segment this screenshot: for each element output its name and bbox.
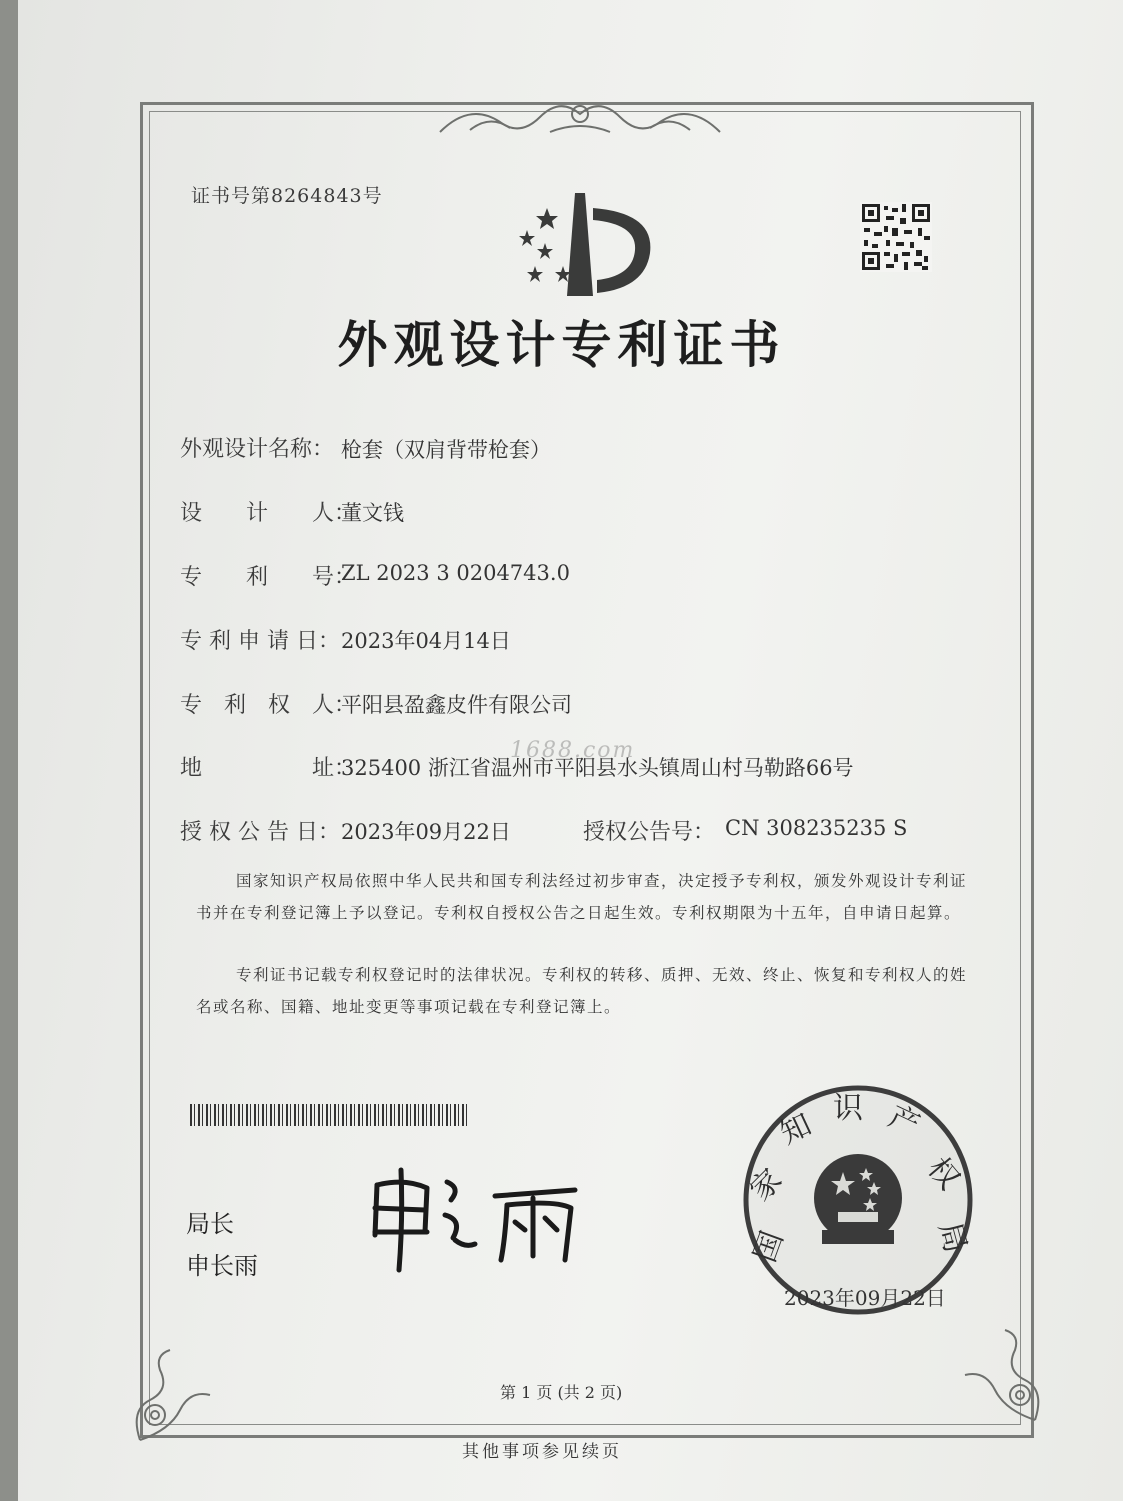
field-value-announcement-number: CN 308235235 S — [725, 816, 908, 840]
certificate-title: 外观设计专利证书 — [337, 316, 786, 374]
svg-text:权: 权 — [920, 1151, 967, 1197]
footer-note: 其他事项参见续页 — [462, 1442, 622, 1462]
svg-text:局: 局 — [931, 1218, 973, 1257]
legal-paragraph-2: 专利证书记载专利权登记时的法律状况。专利权的转移、质押、无效、终止、恢复和专利权人的姓名或名称、国籍、地址变更等事项记载在专利登记簿上。 — [196, 966, 968, 1016]
field-label-patent-number: 专 利 号： — [180, 565, 357, 590]
field-value-patentee: 平阳县盈鑫皮件有限公司 — [341, 693, 572, 717]
qr-code — [860, 202, 932, 272]
field-label-announcement-number: 授权公告号： — [583, 820, 716, 845]
field-value-grant-date: 2023年09月22日 — [341, 820, 511, 844]
bottom-right-ornament — [955, 1320, 1055, 1430]
svg-text:国: 国 — [747, 1226, 791, 1267]
cnipa-logo — [505, 188, 665, 303]
svg-text:家: 家 — [743, 1162, 790, 1209]
field-value-patent-number: ZL 2023 3 0204743.0 — [341, 561, 570, 585]
field-value-designer: 董文钱 — [341, 501, 404, 525]
field-value-design-name: 枪套（双肩背带枪套） — [341, 438, 551, 462]
watermark: 1688.com — [510, 738, 636, 763]
director-signature — [365, 1160, 605, 1275]
field-label-grant-date: 授 权 公 告 日： — [180, 820, 340, 845]
barcode — [190, 1104, 470, 1126]
field-label-application-date: 专 利 申 请 日： — [180, 629, 340, 654]
certificate-number: 证书号第8264843号 — [191, 185, 383, 207]
field-label-design-name: 外观设计名称： — [180, 437, 335, 462]
top-ornament — [430, 92, 730, 142]
svg-text:知: 知 — [774, 1107, 817, 1152]
director-title: 局长 — [186, 1210, 234, 1238]
field-label-address: 地 址： — [180, 756, 357, 781]
field-value-address: 325400 浙江省温州市平阳县水头镇周山村马勒路66号 — [341, 756, 854, 780]
legal-paragraph-1: 国家知识产权局依照中华人民共和国专利法经过初步审查，决定授予专利权，颁发外观设计专利证书并在专利登记簿上予以登记。专利权自授权公告之日起生效。专利权期限为十五年，自申请日起算。 — [196, 872, 968, 922]
page-number: 第 1 页 (共 2 页) — [500, 1383, 623, 1402]
field-value-application-date: 2023年04月14日 — [341, 629, 511, 653]
field-label-patentee: 专 利 权 人： — [180, 693, 357, 718]
svg-text:产: 产 — [883, 1099, 926, 1144]
bottom-left-ornament — [120, 1340, 220, 1450]
seal-date: 2023年09月22日 — [784, 1286, 946, 1310]
svg-text:识: 识 — [833, 1091, 863, 1126]
field-label-designer: 设 计 人： — [180, 501, 357, 526]
director-name: 申长雨 — [186, 1252, 258, 1280]
